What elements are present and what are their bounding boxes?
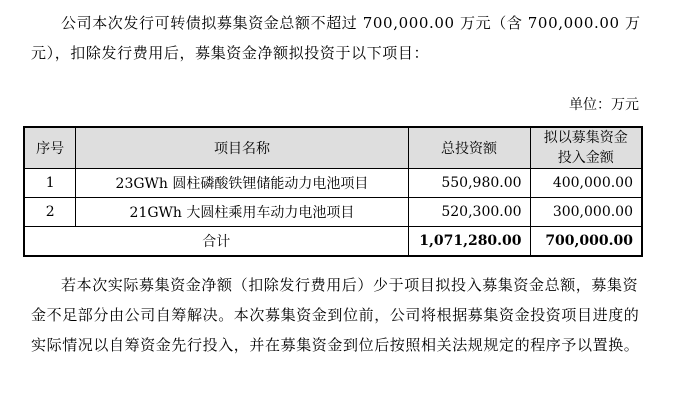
row-total-investment: 520,300.00 (408, 198, 530, 227)
row-planned-investment: 400,000.00 (530, 169, 642, 198)
intro-paragraph: 公司本次发行可转债拟募集资金总额不超过 700,000.00 万元（含 700,000.00 万元），扣除发行费用后，募集资金净额拟投资于以下项目： (31, 14, 641, 62)
row-project-name: 21GWh 大圆柱乘用车动力电池项目 (76, 198, 408, 227)
row-total-investment: 550,980.00 (408, 169, 530, 198)
table-row (24, 169, 642, 198)
row-project-name: 23GWh 圆柱磷酸铁锂储能动力电池项目 (76, 169, 408, 198)
header-planned-investment: 拟以募集资金投入金额 (530, 127, 642, 169)
investment-table (23, 126, 643, 257)
header-seq: 序号 (24, 127, 76, 169)
total-label: 合计 (24, 227, 408, 257)
row-planned-investment: 300,000.00 (530, 198, 642, 227)
unit-label: 单位：万元 (569, 97, 639, 113)
table-header-row (24, 127, 642, 169)
total-investment-sum: 1,071,280.00 (408, 227, 530, 257)
table-row (24, 198, 642, 227)
header-project-name: 项目名称 (76, 127, 408, 169)
row-seq: 2 (24, 198, 76, 227)
row-seq: 1 (24, 169, 76, 198)
header-total-investment: 总投资额 (408, 127, 530, 169)
table-total-row (24, 227, 642, 257)
total-planned-sum: 700,000.00 (530, 227, 642, 257)
closing-paragraph: 若本次实际募集资金净额（扣除发行费用后）少于项目拟投入募集资金总额，募集资金不足部分由公司自筹解决。本次募集资金到位前，公司将根据募集资金投资项目进度的实际情况以自筹资金先行投入，并在募集资金到位后按照相关法规规定的程序予以置换。 (31, 276, 640, 354)
